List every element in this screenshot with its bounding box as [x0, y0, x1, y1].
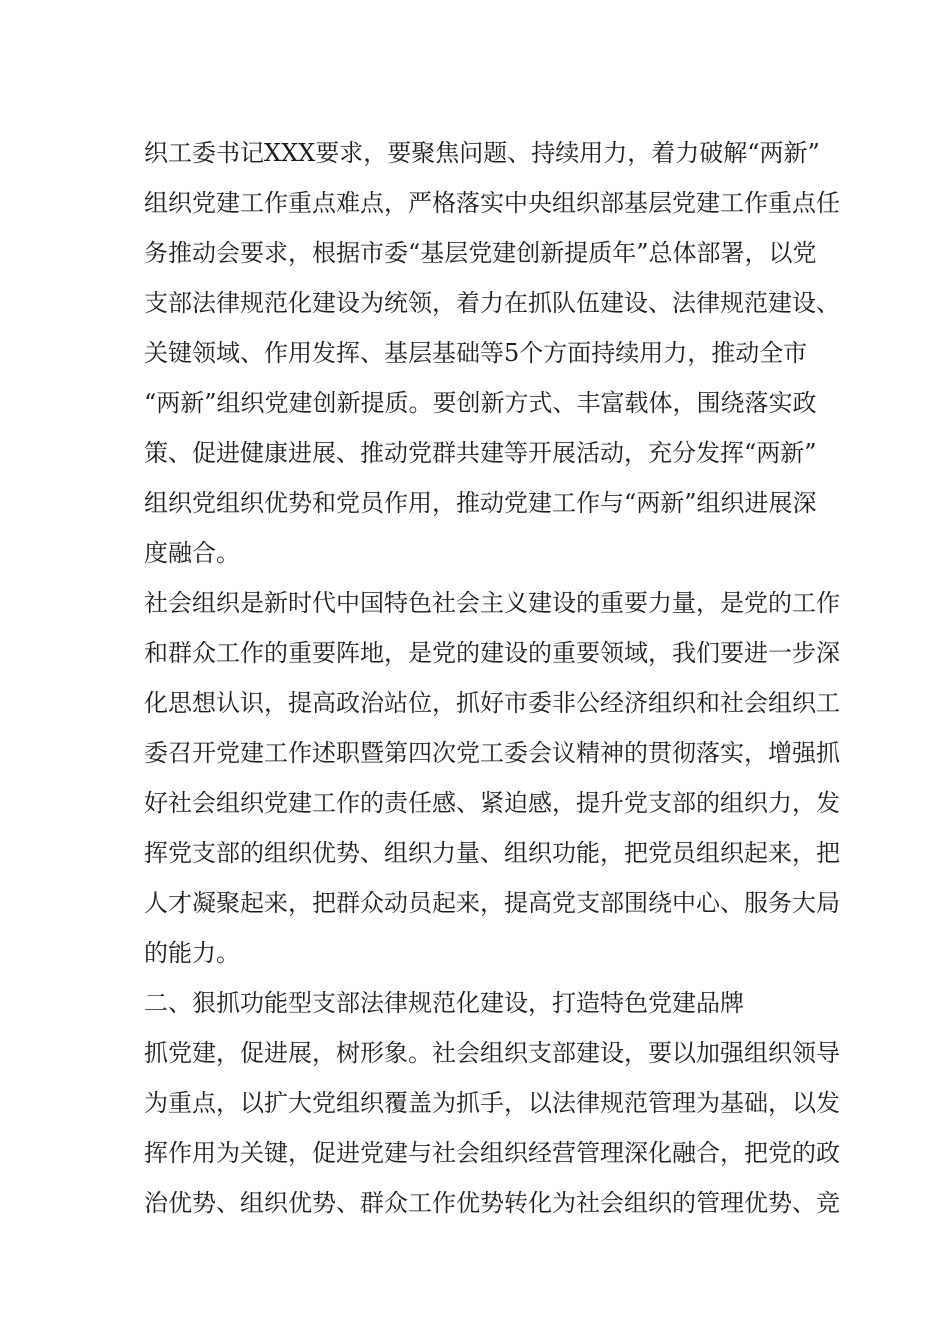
text-line: 抓党建，促进展，树形象。社会组织支部建设，要以加强组织领导: [144, 1039, 840, 1067]
text-line: 务推动会要求，根据市委“基层党建创新提质年”总体部署，以党: [144, 239, 817, 267]
text-line: 支部法律规范化建设为统领，着力在抓队伍建设、法律规范建设、: [144, 289, 840, 317]
text-line: 织工委书记XXX要求，要聚焦问题、持续用力，着力破解“两新”: [144, 139, 820, 167]
section-heading: 二、狠抓功能型支部法律规范化建设，打造特色党建品牌: [144, 989, 744, 1017]
text-line: 和群众工作的重要阵地，是党的建设的重要领域，我们要进一步深: [144, 639, 840, 667]
text-line: 组织党组织优势和党员作用，推动党建工作与“两新”组织进展深: [144, 489, 817, 517]
text-line: 委召开党建工作述职暨第四次党工委会议精神的贯彻落实，增强抓: [144, 739, 840, 767]
text-line: 人才凝聚起来，把群众动员起来，提高党支部围绕中心、服务大局: [144, 889, 840, 917]
text-line: 组织党建工作重点难点，严格落实中央组织部基层党建工作重点任: [144, 189, 840, 217]
text-line: 好社会组织党建工作的责任感、紧迫感，提升党支部的组织力，发: [144, 789, 840, 817]
text-line: 化思想认识，提高政治站位，抓好市委非公经济组织和社会组织工: [144, 689, 840, 717]
text-line: 治优势、组织优势、群众工作优势转化为社会组织的管理优势、竞: [144, 1189, 840, 1217]
text-line: 挥作用为关键，促进党建与社会组织经营管理深化融合，把党的政: [144, 1139, 840, 1167]
text-line: 挥党支部的组织优势、组织力量、组织功能，把党员组织起来，把: [144, 839, 840, 867]
text-line: 社会组织是新时代中国特色社会主义建设的重要力量，是党的工作: [144, 589, 840, 617]
text-line: 策、促进健康进展、推动党群共建等开展活动，充分发挥“两新”: [144, 439, 817, 467]
text-line: 的能力。: [144, 939, 240, 967]
text-line: “两新”组织党建创新提质。要创新方式、丰富载体，围绕落实政: [144, 389, 817, 417]
text-line: 为重点，以扩大党组织覆盖为抓手，以法律规范管理为基础，以发: [144, 1089, 840, 1117]
body-text: [144, 128, 840, 1228]
text-line: 关键领域、作用发挥、基层基础等5个方面持续用力，推动全市: [144, 339, 808, 367]
text-line: 度融合。: [144, 539, 240, 567]
